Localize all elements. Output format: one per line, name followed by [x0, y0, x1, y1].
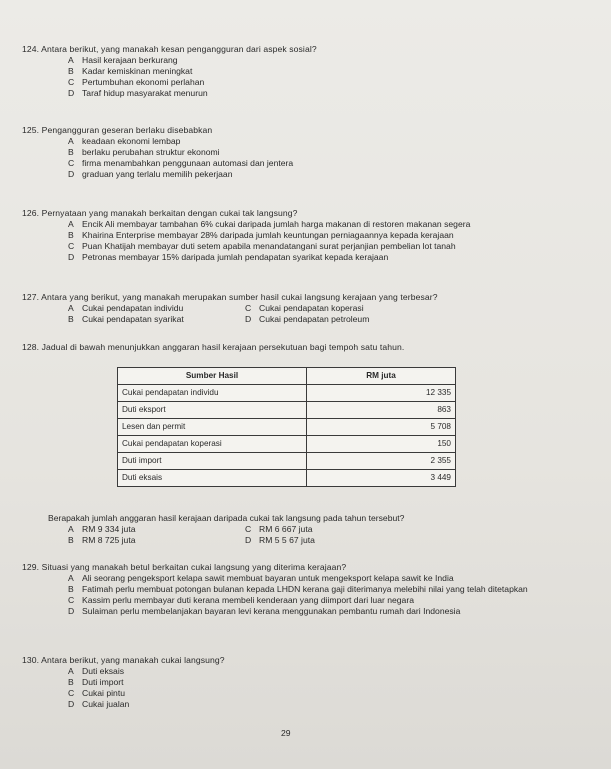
option-row — [68, 314, 602, 325]
table-row: Lesen dan permit 5 708 — [118, 419, 456, 436]
question-text: 129. Situasi yang manakah betul berkaitan cukai langsung yang diterima kerajaan? — [22, 562, 347, 572]
option-b: B Khairina Enterprise membayar 28% daripada jumlah keuntungan perniagaannya kepada kerajaan — [68, 230, 454, 240]
question-text: 130. Antara berikut, yang manakah cukai langsung? — [22, 655, 225, 665]
option-c: C Pertumbuhan ekonomi perlahan — [68, 77, 205, 87]
option-d: D RM 5 5 67 juta — [245, 535, 315, 545]
question-text: 124. Antara berikut, yang manakah kesan pengangguran dari aspek sosial? — [22, 44, 317, 54]
option-a: A Duti eksais — [68, 666, 125, 676]
option-d: D Cukai jualan — [68, 699, 130, 709]
question-124 — [22, 44, 602, 99]
page-number: 29 — [281, 728, 291, 738]
table-header-row — [118, 368, 456, 385]
question-127 — [22, 292, 602, 325]
option-b: B Fatimah perlu membuat potongan bulanan kepada LHDN kerana gaji diterimanya melebihi nilai yang telah ditetapkan — [68, 584, 528, 594]
question-text: 125. Pengangguran geseran berlaku disebabkan — [22, 125, 213, 135]
option-a: A keadaan ekonomi lembap — [68, 136, 181, 146]
table-header: RM juta — [307, 368, 456, 385]
question-text: 128. Jadual di bawah menunjukkan anggaran hasil kerajaan persekutuan bagi tempoh satu tahun. — [22, 342, 405, 352]
option-a: A Encik Ali membayar tambahan 6% cukai daripada jumlah harga makanan di restoren makanan segera — [68, 219, 471, 229]
option-b: B Kadar kemiskinan meningkat — [68, 66, 193, 76]
option-row — [68, 535, 602, 546]
table-header: Sumber Hasil — [118, 368, 307, 385]
option-d: D Petronas membayar 15% daripada jumlah pendapatan syarikat kepada kerajaan — [68, 252, 389, 262]
option-c: C RM 6 667 juta — [245, 524, 313, 534]
option-a: A Ali seorang pengeksport kelapa sawit membuat bayaran untuk mengeksport kelapa sawit ke India — [68, 573, 454, 583]
table-row: Cukai pendapatan koperasi 150 — [118, 436, 456, 453]
option-c: C Cukai pendapatan koperasi — [245, 303, 364, 313]
question-text: 126. Pernyataan yang manakah berkaitan dengan cukai tak langsung? — [22, 208, 298, 218]
followup-text: Berapakah jumlah anggaran hasil kerajaan daripada cukai tak langsung pada tahun tersebut? — [48, 513, 405, 523]
question-128 — [22, 342, 602, 353]
table-row: Duti import 2 355 — [118, 453, 456, 470]
question-129 — [22, 562, 602, 617]
question-125 — [22, 125, 602, 180]
table-row: Duti eksais 3 449 — [118, 470, 456, 487]
question-130 — [22, 655, 602, 710]
option-a: A RM 9 334 juta — [68, 524, 136, 534]
option-b: B Duti import — [68, 677, 124, 687]
question-text: 127. Antara yang berikut, yang manakah merupakan sumber hasil cukai langsung kerajaan yang terbesar? — [22, 292, 438, 302]
option-c: C Puan Khatijah membayar duti setem apabila menandatangani surat perjanjian pembelian lot tanah — [68, 241, 456, 251]
option-c: C firma menambahkan penggunaan automasi dan jentera — [68, 158, 294, 168]
option-c: C Cukai pintu — [68, 688, 125, 698]
option-c: C Kassim perlu membayar duti kerana membeli kenderaan yang diimport dari luar negara — [68, 595, 414, 605]
question-126 — [22, 208, 602, 263]
option-row — [68, 524, 602, 535]
option-b: B RM 8 725 juta — [68, 535, 136, 545]
table-row: Duti eksport 863 — [118, 402, 456, 419]
option-d: D Cukai pendapatan petroleum — [245, 314, 370, 324]
option-d: D Taraf hidup masyarakat menurun — [68, 88, 208, 98]
option-a: A Hasil kerajaan berkurang — [68, 55, 178, 65]
table-row: Cukai pendapatan individu 12 335 — [118, 385, 456, 402]
revenue-table — [117, 367, 456, 487]
option-row — [68, 303, 602, 314]
option-b: B Cukai pendapatan syarikat — [68, 314, 184, 324]
question-128-followup — [22, 513, 602, 546]
option-b: B berlaku perubahan struktur ekonomi — [68, 147, 220, 157]
option-d: D graduan yang terlalu memilih pekerjaan — [68, 169, 233, 179]
option-d: D Sulaiman perlu membelanjakan bayaran levi kerana menggunakan pembantu rumah dari Indonesia — [68, 606, 461, 616]
option-a: A Cukai pendapatan individu — [68, 303, 184, 313]
